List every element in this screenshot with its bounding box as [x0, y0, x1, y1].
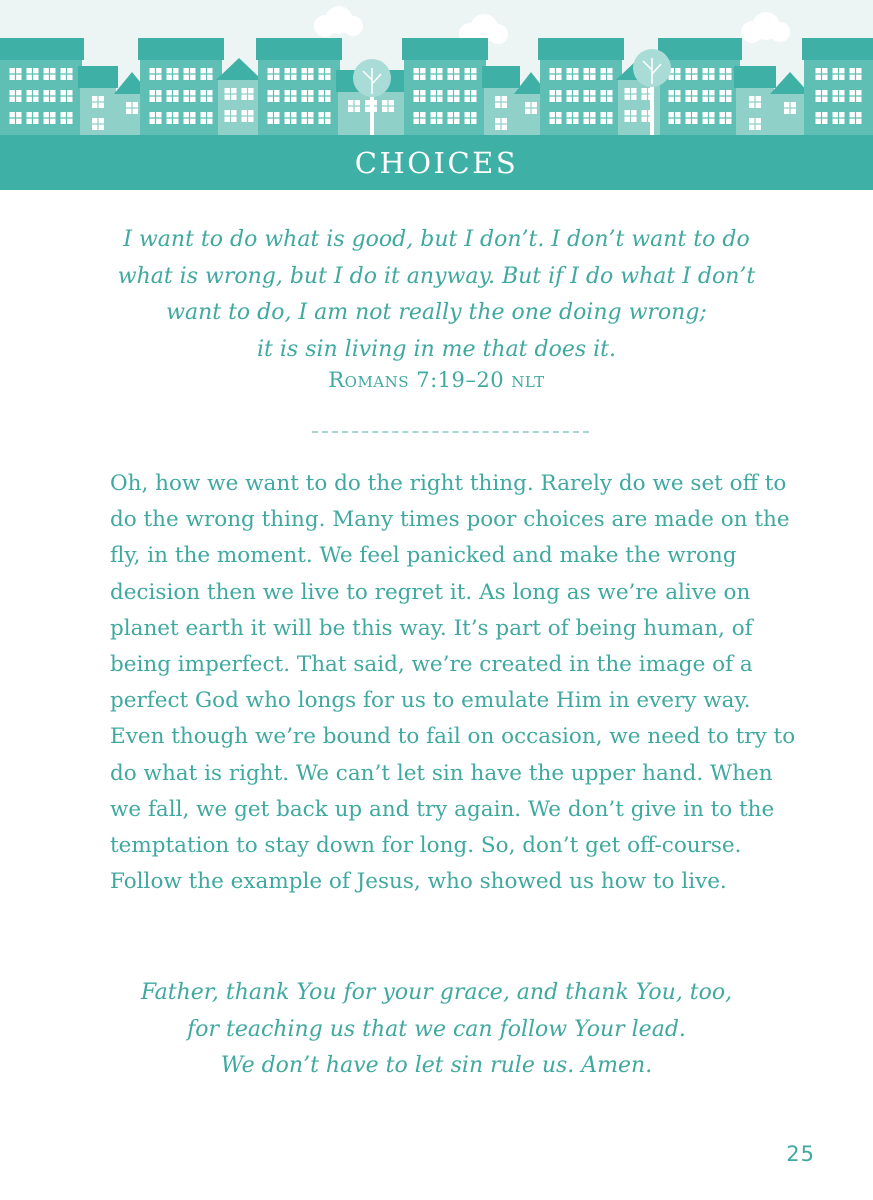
- townhouse-row-icon: [802, 38, 873, 136]
- townhouse-row-icon: [0, 38, 84, 136]
- townhouse-row-icon: [734, 66, 776, 136]
- closing-prayer: [90, 975, 783, 1085]
- prayer-line: We don’t have to let sin rule us. Amen.: [220, 1053, 653, 1078]
- townhouse-row-icon: [482, 66, 520, 136]
- title-band: [0, 135, 873, 190]
- verse-line: it is sin living in me that does it.: [257, 336, 616, 362]
- prayer-line: for teaching us that we can follow Your lead.: [187, 1016, 686, 1042]
- townhouse-row-icon: [402, 38, 488, 136]
- townhouse-row-icon: [538, 38, 624, 136]
- verse-line: I want to do what is good, but I don’t. I don’t want to do: [123, 227, 750, 252]
- townhouse-row-icon: [658, 38, 742, 136]
- verse-line: want to do, I am not really the one doing wrong;: [166, 300, 707, 325]
- townhouse-skyline-illustration: [0, 0, 873, 136]
- header-banner: [0, 0, 873, 190]
- prayer-line: Father, thank You for your grace, and thank You, too,: [140, 980, 733, 1005]
- verse-line: what is wrong, but I do it anyway. But if I do what I don’t: [117, 263, 756, 289]
- body-paragraph: Oh, how we want to do the right thing. Rarely do we set off to do the wrong thing. Many times poor choices are made on the fly, in the moment. We feel panicked and make the wrong decision then we live to regret it. As long as we’re alive on planet earth it will be this way. It’s part of being human, of being imperfect. That said, we’re created in the image of a perfect God who longs for us to emulate Him in every way. Even though we’re bound to fail on occasion, we need to try to do what is right. We can’t let sin have the upper hand. When we fall, we get back up and try again. We don’t give in to the temptation to stay down for long. So, don’t get off-course. Follow the example of Jesus, who showed us how to live.: [110, 471, 796, 895]
- townhouse-row-icon: [138, 38, 224, 136]
- cloud-icon: [314, 6, 363, 37]
- scripture-verse: [90, 222, 783, 368]
- dashed-divider: [312, 431, 589, 433]
- verse-reference: Romans 7:19–20 nlt: [328, 368, 545, 392]
- page-number: 25: [786, 1142, 815, 1166]
- devotional-body: [110, 466, 800, 900]
- townhouse-row-icon: [256, 38, 342, 136]
- page-title: CHOICES: [354, 145, 519, 180]
- townhouse-row-icon: [78, 66, 118, 136]
- cloud-icon: [741, 12, 790, 43]
- townhouse-row-icon: [216, 58, 262, 136]
